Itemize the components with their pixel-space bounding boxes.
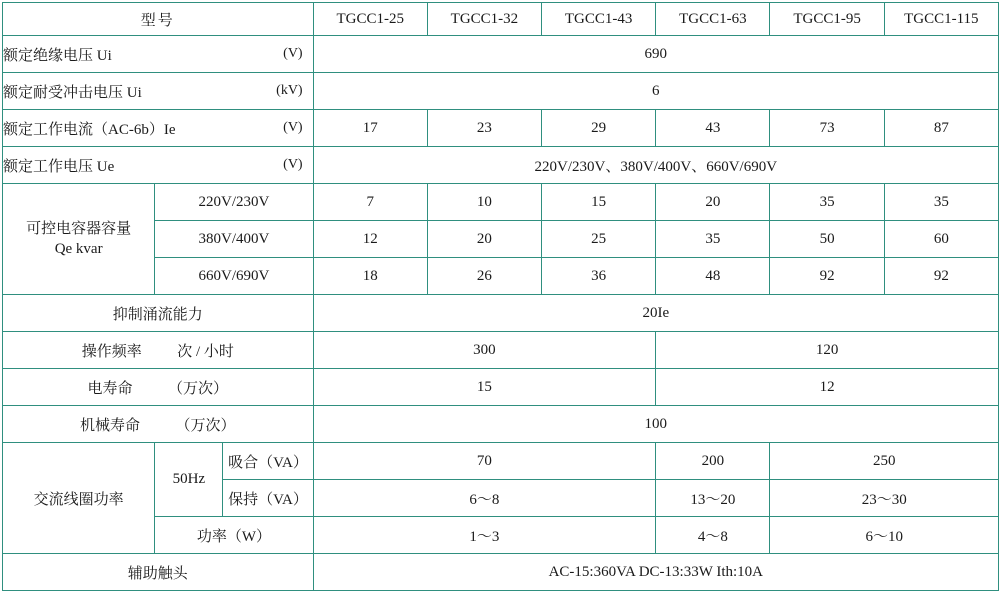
- value-cap660-6: 92: [884, 258, 998, 295]
- row-label-capacitor-capacity: [3, 184, 155, 295]
- value-current-3: 29: [542, 110, 656, 147]
- specification-table: [2, 2, 999, 591]
- header-model-1: TGCC1-25: [313, 3, 427, 36]
- table-row: [3, 295, 999, 332]
- value-current-1: 17: [313, 110, 427, 147]
- value-current-6: 87: [884, 110, 998, 147]
- label-50hz: 50Hz: [155, 443, 223, 517]
- value-cap220-6: 35: [884, 184, 998, 221]
- label-text: 操作频率: [81, 343, 142, 360]
- value-current-4: 43: [656, 110, 770, 147]
- header-model-6: TGCC1-115: [884, 3, 998, 36]
- label-text: 额定绝缘电压 Ui: [3, 47, 112, 64]
- value-operating-frequency-high: 120: [656, 332, 999, 369]
- value-coil-hold-3: 23～30: [770, 480, 999, 517]
- label-extra: 次 / 小时: [177, 343, 234, 360]
- row-label-ac-coil-power: 交流线圈功率: [3, 443, 155, 554]
- label-text: 电寿命: [87, 380, 133, 397]
- row-label-electrical-life: [3, 369, 314, 406]
- table-row: [3, 554, 999, 591]
- capacitor-label-line1: 可控电容器容量: [26, 220, 132, 237]
- row-label-mechanical-life: [3, 406, 314, 443]
- header-model-label: 型号: [3, 3, 314, 36]
- value-cap380-3: 25: [542, 221, 656, 258]
- row-label-rated-operational-current: [3, 110, 314, 147]
- table-row: [3, 184, 999, 221]
- value-coil-pickup-2: 200: [656, 443, 770, 480]
- value-coil-hold-1: 6～8: [313, 480, 656, 517]
- label-text: 额定工作电流（AC-6b）Ie: [3, 121, 176, 138]
- label-unit: (V): [283, 120, 303, 135]
- label-text: 额定工作电压 Ue: [3, 158, 115, 175]
- value-coil-pickup-3: 250: [770, 443, 999, 480]
- row-label-rated-impulse-withstand-voltage: [3, 73, 314, 110]
- sublabel-coil-hold: 保持（VA）: [223, 480, 313, 517]
- value-cap380-6: 60: [884, 221, 998, 258]
- value-cap220-2: 10: [427, 184, 541, 221]
- value-cap220-4: 20: [656, 184, 770, 221]
- value-coil-pickup-1: 70: [313, 443, 656, 480]
- label-extra: （万次）: [168, 380, 229, 397]
- sublabel-cap-380-400: 380V/400V: [155, 221, 313, 258]
- row-label-rated-operational-voltage: [3, 147, 314, 184]
- value-current-5: 73: [770, 110, 884, 147]
- label-extra: （万次）: [175, 417, 236, 434]
- value-coil-power-2: 4～8: [656, 517, 770, 554]
- value-cap220-3: 15: [542, 184, 656, 221]
- table-row: [3, 369, 999, 406]
- sublabel-cap-220-230: 220V/230V: [155, 184, 313, 221]
- table-row: [3, 406, 999, 443]
- row-label-rated-insulation-voltage: [3, 36, 314, 73]
- sublabel-coil-pickup: 吸合（VA）: [223, 443, 313, 480]
- value-cap220-1: 7: [313, 184, 427, 221]
- label-text: 机械寿命: [80, 417, 141, 434]
- label-text: 额定耐受冲击电压 Ui: [3, 84, 142, 101]
- row-label-inrush-suppression: 抑制涌流能力: [3, 295, 314, 332]
- sublabel-cap-660-690: 660V/690V: [155, 258, 313, 295]
- value-cap660-3: 36: [542, 258, 656, 295]
- header-model-3: TGCC1-43: [542, 3, 656, 36]
- value-operating-frequency-low: 300: [313, 332, 656, 369]
- sublabel-coil-power: 功率（W）: [155, 517, 313, 554]
- value-electrical-life-high: 12: [656, 369, 999, 406]
- label-unit: (V): [283, 157, 303, 172]
- value-coil-hold-2: 13～20: [656, 480, 770, 517]
- value-cap380-4: 35: [656, 221, 770, 258]
- value-rated-impulse-withstand-voltage: 6: [313, 73, 998, 110]
- capacitor-label-line2: Qe kvar: [54, 241, 103, 257]
- value-auxiliary-contact: AC-15:360VA DC-13:33W Ith:10A: [313, 554, 998, 591]
- table-row: [3, 332, 999, 369]
- header-model-4: TGCC1-63: [656, 3, 770, 36]
- header-model-2: TGCC1-32: [427, 3, 541, 36]
- table-row: [3, 110, 999, 147]
- row-label-operating-frequency: [3, 332, 314, 369]
- spec-sheet: [0, 2, 1001, 582]
- value-cap660-1: 18: [313, 258, 427, 295]
- value-cap660-4: 48: [656, 258, 770, 295]
- value-cap660-2: 26: [427, 258, 541, 295]
- table-row: [3, 147, 999, 184]
- value-cap220-5: 35: [770, 184, 884, 221]
- value-electrical-life-low: 15: [313, 369, 656, 406]
- label-unit: (kV): [276, 83, 303, 98]
- value-coil-power-1: 1～3: [313, 517, 656, 554]
- value-current-2: 23: [427, 110, 541, 147]
- value-cap380-2: 20: [427, 221, 541, 258]
- value-cap660-5: 92: [770, 258, 884, 295]
- value-rated-insulation-voltage: 690: [313, 36, 998, 73]
- value-cap380-5: 50: [770, 221, 884, 258]
- table-header-row: [3, 3, 999, 36]
- value-coil-power-3: 6～10: [770, 517, 999, 554]
- value-cap380-1: 12: [313, 221, 427, 258]
- value-inrush-suppression: 20Ie: [313, 295, 998, 332]
- value-mechanical-life: 100: [313, 406, 998, 443]
- row-label-auxiliary-contact: 辅助触头: [3, 554, 314, 591]
- table-row: [3, 443, 999, 480]
- header-model-5: TGCC1-95: [770, 3, 884, 36]
- table-row: [3, 73, 999, 110]
- label-unit: (V): [283, 46, 303, 61]
- table-row: [3, 36, 999, 73]
- value-rated-operational-voltage: 220V/230V、380V/400V、660V/690V: [313, 147, 998, 184]
